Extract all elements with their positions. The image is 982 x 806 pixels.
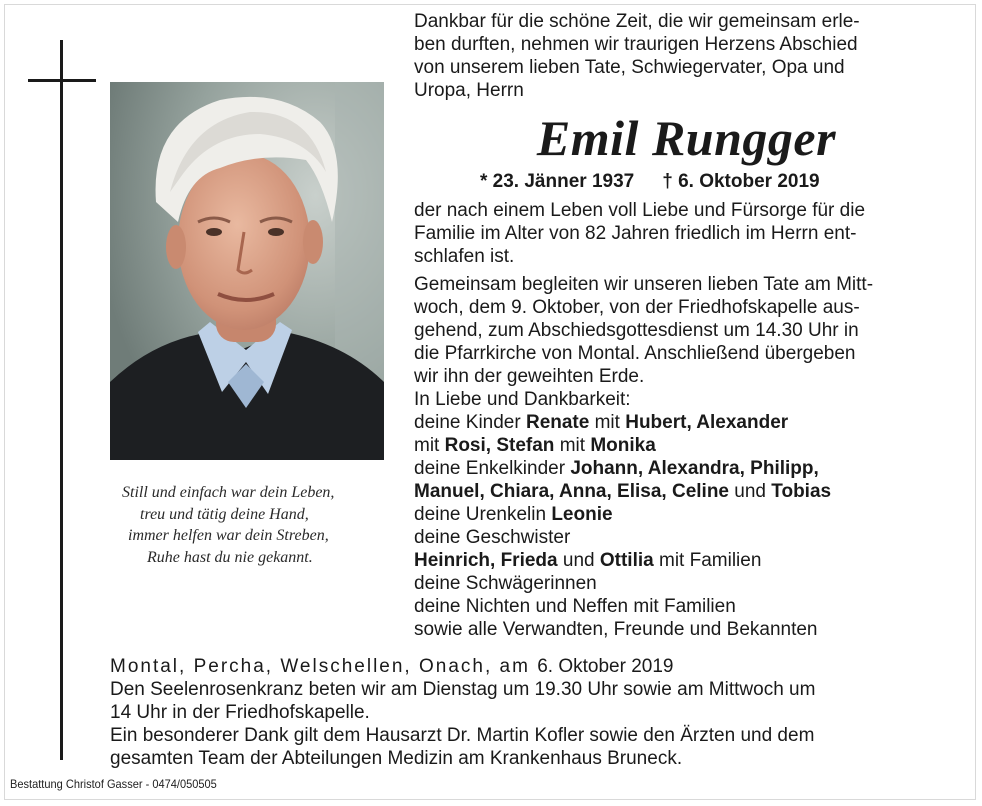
text-span: mit xyxy=(554,435,591,456)
mourners-sisters-in-law: deine Schwägerinnen xyxy=(414,573,597,594)
mourners-intro: In Liebe und Dankbarkeit: xyxy=(414,389,631,410)
poem-line: Still und einfach war dein Leben, xyxy=(122,484,335,501)
text-span: und xyxy=(729,481,772,502)
mourners-great-grandchild xyxy=(414,503,959,526)
portrait-photo xyxy=(110,82,384,460)
mourner-name: Hubert, Alexander xyxy=(625,412,789,433)
mourner-name: Rosi, Stefan xyxy=(444,435,555,456)
mourner-name: Monika xyxy=(590,435,656,456)
rosary-paragraph xyxy=(110,678,962,724)
text-line: Dankbar für die schöne Zeit, die wir gemeinsam erle- xyxy=(414,11,860,32)
mourners-siblings xyxy=(414,549,959,572)
mourner-name: Manuel, Chiara, Anna, Elisa, Celine xyxy=(414,481,729,502)
poem-line: immer helfen war dein Streben, xyxy=(128,527,329,544)
poem-line: treu und tätig deine Hand, xyxy=(140,505,309,523)
text-span: und xyxy=(557,550,600,571)
text-span: mit xyxy=(589,412,626,433)
text-line: von unserem lieben Tate, Schwiegervater, Opa und xyxy=(414,57,845,78)
mourner-name: Tobias xyxy=(771,481,832,502)
thanks-paragraph xyxy=(110,724,962,770)
text-line: ben durften, nehmen wir traurigen Herzens Abschied xyxy=(414,34,858,55)
text-span: deine Enkelkinder xyxy=(414,458,571,479)
mourners-grandchildren xyxy=(414,457,959,480)
text-line: gesamten Team der Abteilungen Medizin am Krankenhaus Bruneck. xyxy=(110,748,683,769)
text-line: woch, dem 9. Oktober, von der Friedhofskapelle aus- xyxy=(414,297,860,318)
text-line: wir ihn der geweihten Erde. xyxy=(414,366,645,387)
funeral-home-credit: Bestattung Christof Gasser - 0474/050505 xyxy=(10,777,217,791)
text-line: der nach einem Leben voll Liebe und Fürsorge für die xyxy=(414,200,866,221)
death-date: † 6. Oktober 2019 xyxy=(662,171,820,192)
mourner-name: Ottilia xyxy=(599,550,654,571)
life-dates xyxy=(414,170,959,193)
text-span: deine Kinder xyxy=(414,412,526,433)
text-span: deine Urenkelin xyxy=(414,504,552,525)
text-line: schlafen ist. xyxy=(414,246,515,267)
poem-line: Ruhe hast du nie gekannt. xyxy=(147,548,313,566)
mourners-nieces: deine Nichten und Neffen mit Familien xyxy=(414,596,736,617)
mourner-name: Renate xyxy=(525,412,590,433)
text-line: die Pfarrkirche von Montal. Anschließend übergeben xyxy=(414,343,856,364)
text-line: Uropa, Herrn xyxy=(414,80,524,101)
deceased-name: Emil Rungger xyxy=(536,110,837,166)
text-line: Den Seelenrosenkranz beten wir am Dienstag um 19.30 Uhr sowie am Mittwoch um xyxy=(110,679,816,700)
place-date-line xyxy=(110,655,962,678)
text-span: mit xyxy=(414,435,445,456)
mourners-grandchildren-2 xyxy=(414,480,959,503)
mourners-siblings-label: deine Geschwister xyxy=(414,527,571,548)
text-line: Ein besonderer Dank gilt dem Hausarzt Dr. Martin Kofler sowie den Ärzten und dem xyxy=(110,725,815,746)
closing-section xyxy=(110,655,962,770)
mourner-name: Heinrich, Frieda xyxy=(414,550,558,571)
birth-date: * 23. Jänner 1937 xyxy=(480,171,635,192)
text-line: gehend, zum Abschiedsgottesdienst um 14.30 Uhr in xyxy=(414,320,859,341)
text-span: mit Familien xyxy=(653,550,762,571)
notice-text xyxy=(414,10,959,641)
text-line: 14 Uhr in der Friedhofskapelle. xyxy=(110,702,370,723)
death-paragraph xyxy=(414,199,959,268)
mourner-name: Leonie xyxy=(551,504,613,525)
intro-paragraph xyxy=(414,10,959,102)
mourners-children-2 xyxy=(414,434,959,457)
mourner-name: Johann, Alexandra, Philipp, xyxy=(570,458,819,479)
place-list: Montal, Percha, Welschellen, Onach, am xyxy=(110,656,530,677)
mourners-list xyxy=(414,388,959,641)
cross-icon-horizontal xyxy=(28,79,96,82)
cross-icon-vertical xyxy=(60,40,63,760)
notice-date: 6. Oktober 2019 xyxy=(537,656,674,677)
text-line: Familie im Alter von 82 Jahren friedlich im Herrn ent- xyxy=(414,223,857,244)
mourners-children xyxy=(414,411,959,434)
text-line: Gemeinsam begleiten wir unseren lieben Tate am Mitt- xyxy=(414,274,874,295)
mourners-relatives: sowie alle Verwandten, Freunde und Bekannten xyxy=(414,619,818,640)
funeral-paragraph xyxy=(414,273,959,388)
